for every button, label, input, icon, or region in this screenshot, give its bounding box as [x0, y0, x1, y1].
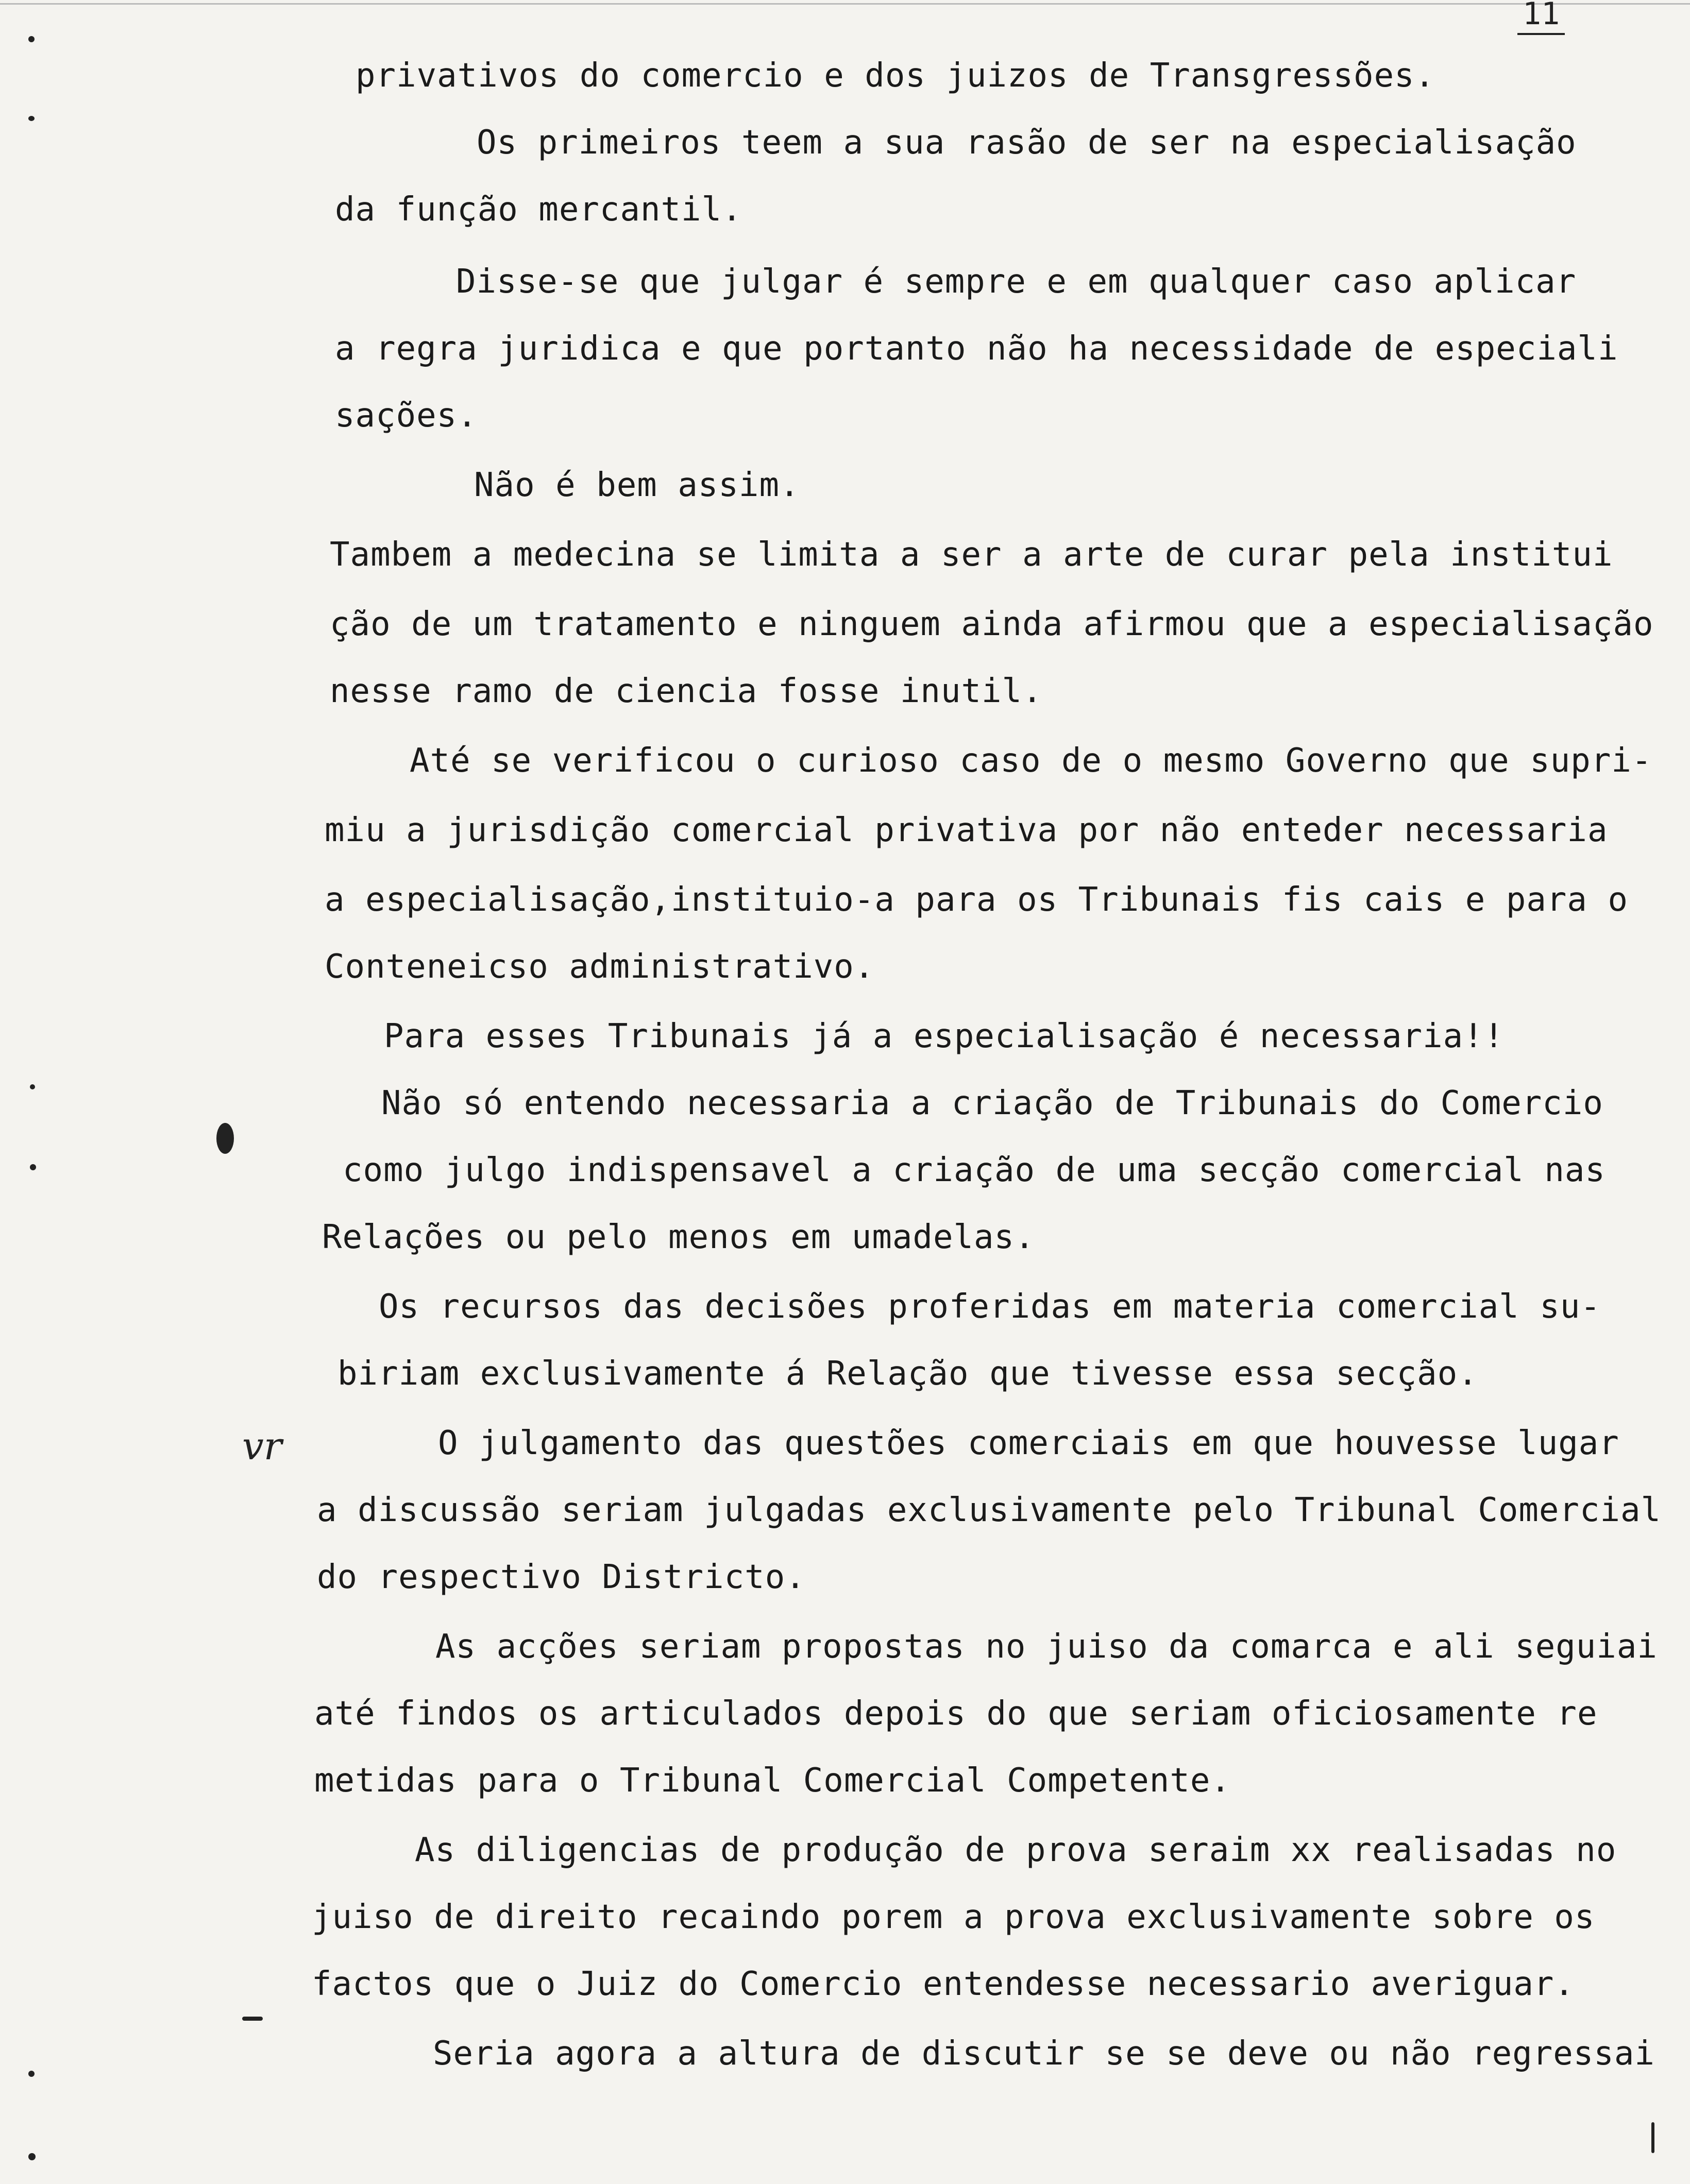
text-line: privativos do comercio e dos juizos de Transgressões.: [356, 57, 1435, 95]
text-line: da função mercantil.: [335, 191, 742, 229]
text-line: a regra juridica e que portanto não ha necessidade de especiali: [335, 330, 1618, 368]
text-line: biriam exclusivamente á Relação que tivesse essa secção.: [337, 1355, 1478, 1393]
text-line: Os primeiros teem a sua rasão de ser na especialisação: [477, 124, 1577, 162]
scan-speck: [28, 116, 35, 121]
text-line: O julgamento das questões comerciais em que houvesse lugar: [438, 1424, 1619, 1462]
scan-speck: [28, 2071, 35, 2077]
ink-blot: [216, 1123, 234, 1154]
ink-dash: [1651, 2122, 1654, 2153]
text-line: como julgo indispensavel a criação de uma secção comercial nas: [343, 1151, 1606, 1189]
text-line: nesse ramo de ciencia fosse inutil.: [330, 672, 1043, 710]
text-line: a discussão seriam julgadas exclusivamente pelo Tribunal Comercial: [317, 1491, 1662, 1529]
text-line: Não é bem assim.: [474, 466, 800, 504]
scan-speck: [28, 2153, 36, 2160]
scan-speck: [28, 36, 35, 42]
text-line: do respectivo Districto.: [317, 1558, 806, 1596]
text-line: ção de um tratamento e ninguem ainda afirmou que a especialisação: [330, 605, 1654, 643]
text-line: factos que o Juiz do Comercio entendesse necessario averiguar.: [312, 1965, 1575, 2003]
text-line: Os recursos das decisões proferidas em materia comercial su-: [379, 1288, 1601, 1326]
margin-note: vr: [242, 1424, 282, 1469]
text-line: metidas para o Tribunal Comercial Competente.: [314, 1762, 1231, 1800]
text-line: Relações ou pelo menos em umadelas.: [322, 1218, 1035, 1256]
scan-speck: [30, 1084, 35, 1089]
text-line: sações.: [335, 397, 478, 435]
text-line: Seria agora a altura de discutir se se deve ou não regressai: [433, 2035, 1655, 2073]
text-line: Não só entendo necessaria a criação de Tribunais do Comercio: [381, 1084, 1603, 1122]
text-line: miu a jurisdição comercial privativa por não enteder necessaria: [325, 811, 1608, 849]
text-line: Até se verificou o curioso caso de o mesmo Governo que supri-: [410, 742, 1652, 780]
page-top-edge: [0, 3, 1690, 5]
text-line: juiso de direito recaindo porem a prova exclusivamente sobre os: [312, 1898, 1595, 1936]
page-number: 11: [1517, 0, 1565, 35]
text-line: As diligencias de produção de prova seraim xx realisadas no: [415, 1831, 1617, 1869]
text-line: As acções seriam propostas no juiso da comarca e ali seguiai: [435, 1628, 1658, 1666]
ink-dash: [242, 2017, 263, 2021]
text-line: a especialisação,instituio-a para os Tribunais fis cais e para o: [325, 881, 1628, 919]
text-line: Disse-se que julgar é sempre e em qualquer caso aplicar: [456, 263, 1577, 301]
scan-speck: [30, 1164, 36, 1170]
text-line: Para esses Tribunais já a especialisação é necessaria!!: [384, 1017, 1505, 1055]
text-line: Tambem a medecina se limita a ser a arte de curar pela institui: [330, 536, 1613, 574]
text-line: até findos os articulados depois do que seriam oficiosamente re: [314, 1695, 1598, 1733]
text-line: Conteneicso administrativo.: [325, 948, 875, 986]
